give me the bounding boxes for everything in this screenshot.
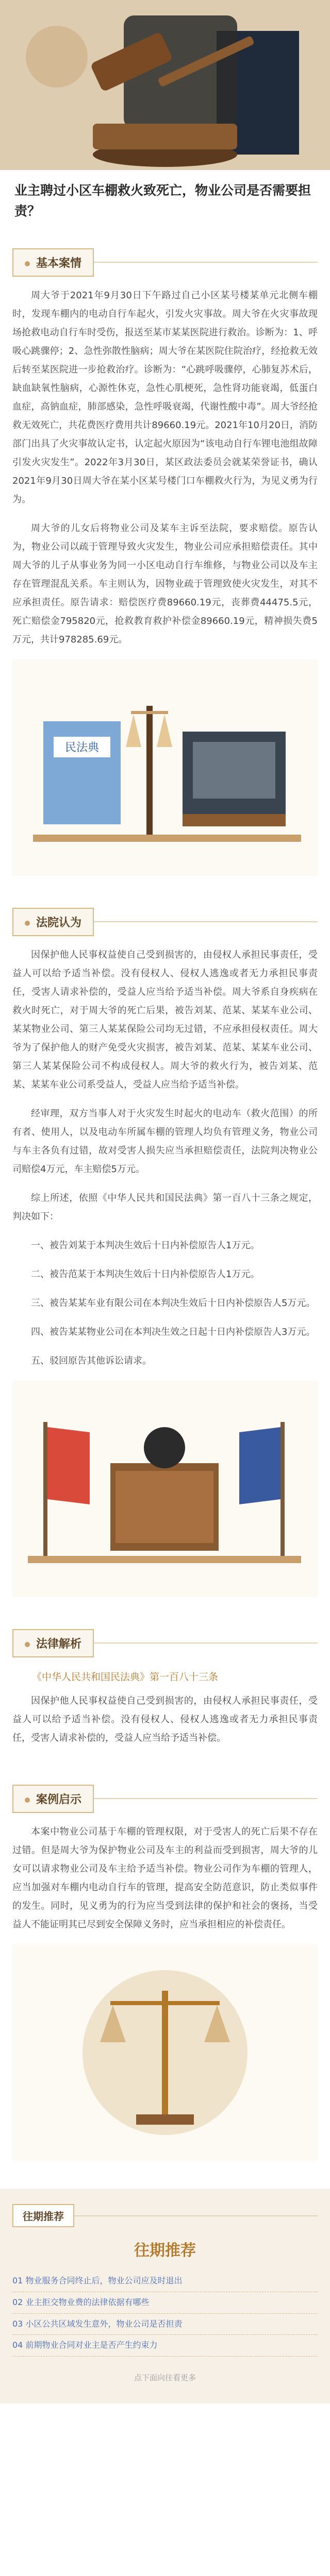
recommend-link[interactable]: 02 业主拒交物业费的法律依据有哪些: [12, 2292, 318, 2314]
section-title-insight: 案例启示: [12, 1785, 94, 1813]
recommend-link[interactable]: 04 前期物业合同对业主是否产生约束力: [12, 2335, 318, 2357]
judgment-item-4: 四、被告某某物业公司在本判决生效之日起十日内补偿原告人3万元。: [31, 1327, 316, 1337]
footer-tag: 往期推荐: [12, 2204, 74, 2227]
judgment-item-2: 二、被告范某于本判决生效后十日内补偿原告人1万元。: [31, 1269, 260, 1280]
justice-scale-illustration: [12, 1944, 318, 2161]
divider: [94, 262, 318, 263]
divider: [94, 1642, 318, 1643]
judgment-item-5: 五、驳回原告其他诉讼请求。: [31, 1355, 152, 1366]
law-article-title: 《中华人民共和国民法典》第一百八十三条: [32, 1671, 219, 1683]
section-header: [12, 1785, 318, 1812]
divider: [94, 921, 318, 922]
section-basic: [0, 234, 330, 893]
judgment-item-1: 一、被告刘某于本判决生效后十日内补偿原告人1万元。: [31, 1240, 260, 1251]
gavel-illustration: [0, 0, 330, 170]
section-legal: [0, 893, 330, 1615]
recommend-link[interactable]: 03 小区公共区域发生意外，物业公司是否担责: [12, 2314, 318, 2335]
courtroom-illustration: [12, 1381, 318, 1597]
insight-paragraph-1: 本案中物业公司基于车棚的管理权限，对于受害人的死亡后果不存在过错。但是周大爷为保护物业公司及车主的利益而受到损害，周大爷的儿女可以请求物业公司及车主给予适当补偿。物业公司作为车棚的管理人，应当加强对车棚内电动自行车的管理，提高安全防范意识，防止类似事件的发生。同时，见义勇为的行为应当受到法律的保护和社会的褒扬，当受益人不能证明其已尽到安全保障义务时，应当承担相应的补偿责任。: [12, 1826, 318, 1930]
legal-paragraph-1: 因保护他人民事权益使自己受到损害的，由侵权人承担民事责任，受益人可以给予适当补偿。没有侵权人、侵权人逃逸或者无力承担民事责任，受害人请求补偿的，受益人应当给予适当补偿。周大爷系自身疾病在救火时死亡，对于周大爷的死亡后果，被告刘某、范某、某某车业公司、某某物业公司、第三人某某保险公司均无过错，不应承担侵权责任。周大爷为了保护他人的财产免受火灾损害，被告刘某、范某、某某车业公司、第三人某某保险公司不构成侵权人。周大爷的救火行为，被告刘某、范某、某某车业公司系受益人，受益人应当给予适当补偿。: [12, 950, 318, 1090]
legal-paragraph-2: 经审理，双方当事人对于火灾发生时起火的电动车（救火范围）的所有者、使用人，以及电动车所属车棚的管理人均负有管理义务，物业公司与车主各负有过错，故对受害人损失应当承担赔偿责任，法院判决物业公司赔偿4万元，车主赔偿5万元。: [12, 1108, 318, 1175]
article-headline: 业主聘过小区车棚救火致死亡，物业公司是否需要担责？: [14, 183, 311, 218]
footer-more-hint: 点下面向往看更多: [134, 2373, 196, 2383]
basic-paragraph-1: 周大爷于2021年9月30日下午路过自己小区某号楼某单元北侧车棚时，发现车棚内的电动自行车起火，引发火灾事故。周大爷在火灾事故现场抢救电动自行车时受伤，报送至某市某某医院进行救治。诊断为：1、呼吸心跳骤停；2、急性弥散性脑病；周大爷在某医院住院治疗，经抢救无效后转至某医院进一步抢救治疗。诊断为：“心跳呼吸骤停，心肺复苏术后，缺血缺氧性脑病，心源性休克，急性心肌梗死，急性肾功能衰竭，低蛋白血症，高钠血症，肺部感染，急性呼吸衰竭，代谢性酸中毒”。周大爷经抢救无效死亡，共花费医疗费用共计89660.19元。2021年10月20日，消防部门出具了火灾事故认定书，认定起火原因为“该电动自行车锂电池组故障引发火灾发生”。2022年3月30日，某区政法委员会就某荣誉证书，确认2021年9月30日周大爷在某小区某号楼门口车棚救火行为，为见义勇为行为。: [12, 290, 318, 505]
basic-paragraph-2: 周大爷的儿女后将物业公司及某车主诉至法院，要求赔偿。原告认为，物业公司以疏于管理导致火灾发生，物业公司应承担赔偿责任。其中周大爷的儿子从事业务为同一小区电动自行车维修，与物业公司以及车主存在管理混乱关系。车主则认为，因物业疏于管理致使火灾发生，对其不应承担责任。原告请求：赔偿医疗费89660.19元，丧葬费44475.5元，死亡赔偿金795820元，抢救教育救护补偿金89660.19元，精神损失费5万元，共计978285.69元。: [12, 523, 318, 645]
recommend-link[interactable]: 01 物业服务合同终止后，物业公司应及时退出: [12, 2270, 318, 2292]
section-header: [12, 1629, 318, 1657]
legal-paragraph-3: 综上所述，依照《中华人民共和国民法典》第一百八十三条之规定，判决如下：: [12, 1193, 318, 1222]
divider: [94, 1798, 318, 1799]
section-insight: [0, 1770, 330, 2178]
recommend-list: [12, 2270, 318, 2357]
section-header: [12, 908, 318, 936]
section-analysis: [0, 1615, 330, 1770]
judgment-item-3: 三、被告某某车业有限公司在本判决生效后十日内补偿原告人5万元。: [31, 1298, 316, 1309]
hero-image: [0, 0, 330, 170]
footer-recommend: [0, 2189, 330, 2403]
civil-code-book-label: 民法典: [64, 741, 100, 754]
analysis-paragraph-1: 因保护他人民事权益使自己受到损害的，由侵权人承担民事责任，受益人可以给予适当补偿。没有侵权人、侵权人逃逸或者无力承担民事责任，受害人请求补偿的，受益人应当给予适当补偿。: [12, 1696, 318, 1743]
divider: [74, 2215, 318, 2216]
footer-header: [12, 2204, 318, 2227]
section-title-basic: 基本案情: [12, 248, 94, 277]
section-title-legal: 法院认为: [12, 908, 94, 936]
section-header: [12, 248, 318, 276]
civil-code-illustration: [12, 659, 318, 876]
footer-title: 往期推荐: [134, 2242, 196, 2260]
section-title-analysis: 法律解析: [12, 1629, 94, 1657]
